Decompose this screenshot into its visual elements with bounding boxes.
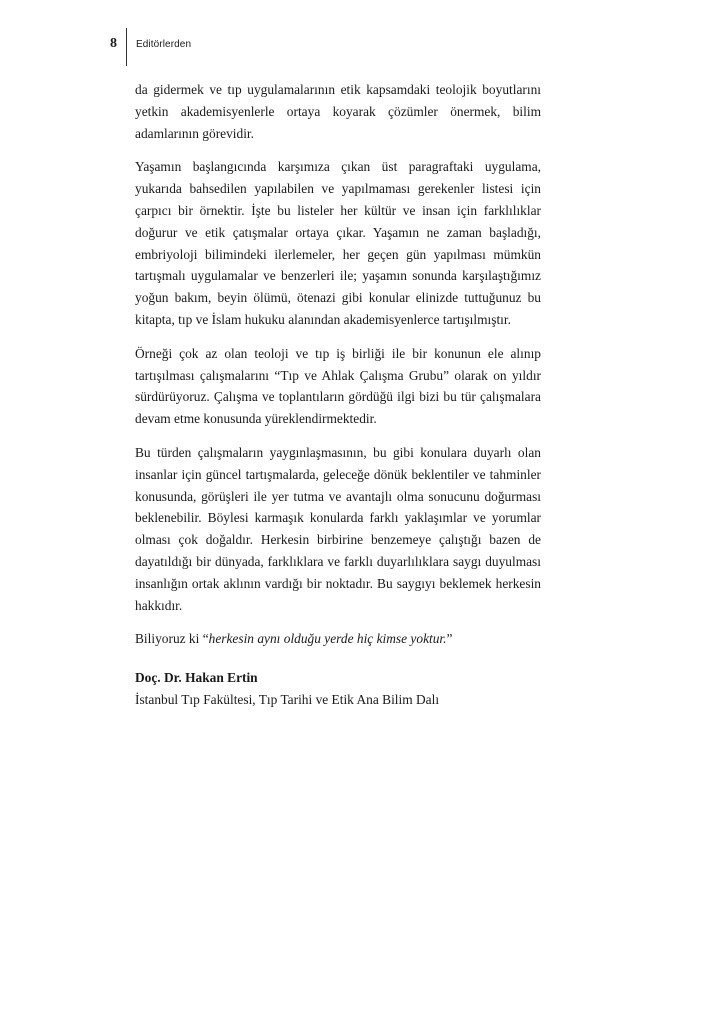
closing-suffix: ” <box>446 631 453 647</box>
author-affiliation: İstanbul Tıp Fakültesi, Tıp Tarihi ve Etik Ana Bilim Dalı <box>135 691 440 707</box>
paragraph: da gidermek ve tıp uygulamalarının etik kapsamdaki teolojik boyutlarını yetkin akademisyenlerle ortaya koyarak çözümler önermek, bilim adamlarının görevidir. <box>135 82 541 141</box>
paragraph: Örneği çok az olan teoloji ve tıp iş birliği ile bir konunun ele alınıp tartışılması çalışmalarını “Tıp ve Ahlak Çalışma Grubu” olarak on yıldır sürdürüyoruz. Çalışma ve toplantıların gördüğü ilgi bizi bu tür çalışmalara devam etme konusunda yüreklendirmektedir. <box>135 345 541 427</box>
header-divider <box>126 28 127 66</box>
paragraph: Yaşamın başlangıcında karşımıza çıkan üst paragraftaki uygulama, yukarıda bahsedilen yapılabilen ve yapılmaması gerekenler listesi için çarpıcı bir örnektir. İşte bu listeler her kültür ve insan için farklılıklar doğurur ve etik çatışmalar ortaya çıkar. Yaşamın ne zaman başladığı, embriyoloji bilimindeki ilerlemeler, her geçen gün yapılması mümkün tartışmalı uygulamalar ve benzerleri ile; yaşamın sonunda karşılaştığımız yoğun bakım, beyin ölümü, ötenazi gibi konular elinizde tuttuğunuz bu kitapta, tıp ve İslam hukuku alanından akademisyenlerce tartışılmıştır. <box>135 159 541 327</box>
closing-prefix: Biliyoruz ki “ <box>135 631 209 647</box>
closing-quote: herkesin aynı olduğu yerde hiç kimse yoktur. <box>208 631 447 647</box>
author-name: Doç. Dr. Hakan Ertin <box>135 670 258 685</box>
signature-block <box>135 667 541 711</box>
body-text <box>135 79 541 650</box>
page-number: 8 <box>110 36 117 51</box>
closing-paragraph <box>135 628 541 650</box>
paragraph: Bu türden çalışmaların yaygınlaşmasının, bu gibi konulara duyarlı olan insanlar için güncel tartışmalarda, geleceğe dönük beklentiler ve tahminler konusunda, görüşleri ile yer tutma ve avantajlı olma sonucunu doğurması beklenebilir. Böylesi karmaşık konularda farklı yaklaşımlar ve yorumlar olması çok doğaldır. Herkesin birbirine benzemeye çalıştığı bazen de dayatıldığı bir dünyada, farklıklara ve farklı duyarlılıklara saygı duyulması insanlığın ortak aklının vardığı bir noktadır. Bu saygıyı beklemek herkesin hakkıdır. <box>135 444 541 613</box>
section-title: Editörlerden <box>136 39 192 50</box>
